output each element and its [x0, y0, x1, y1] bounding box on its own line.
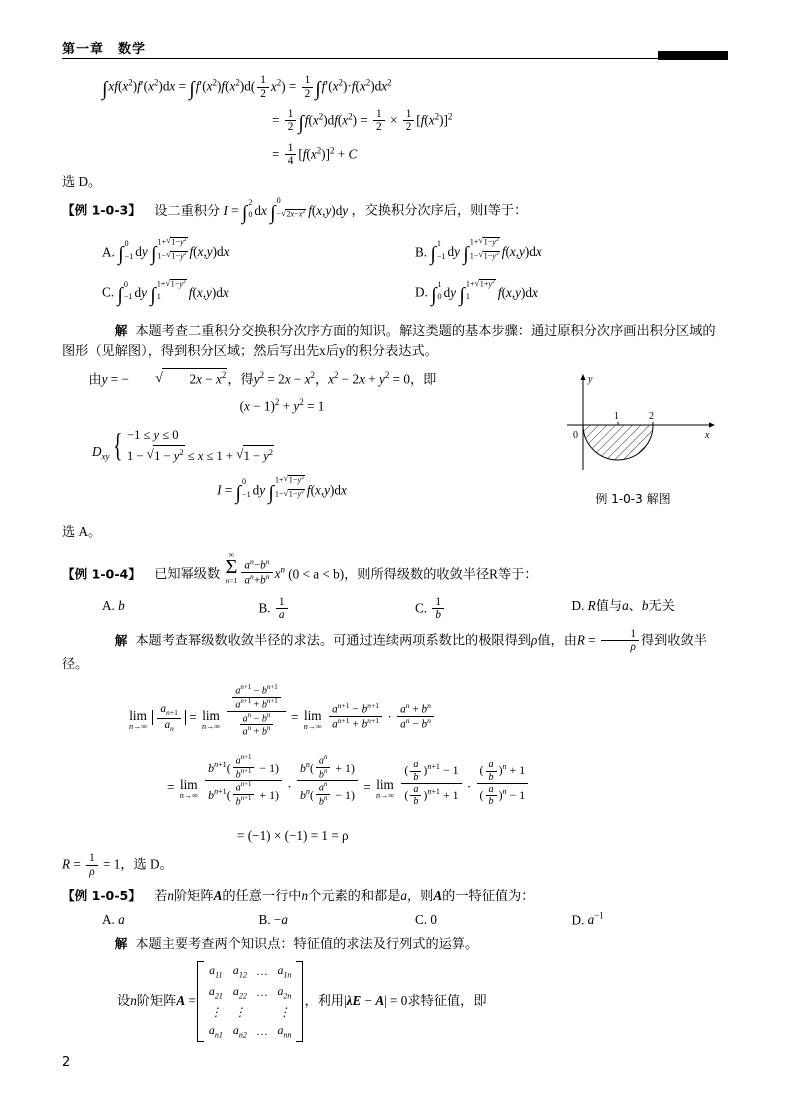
option-a-math: ∫ 0 −1 dy ∫ 1+ √ $1-y^2$ 1− √ $1-y^2$ f(x,y)dx — [118, 244, 229, 259]
example-1-0-3-derivation — [62, 368, 502, 509]
option-5-d-key: D. — [571, 912, 585, 928]
example-1-0-3-stem-post: ，交换积分次序后，则I等于： — [351, 202, 528, 218]
option-5-b-val: −a — [273, 911, 288, 927]
option-5-b-key: B. — [258, 911, 271, 927]
matrix-cell: $a_{2n}$ — [277, 983, 292, 1001]
example-1-0-5-label: 【例 1-0-5】 — [62, 888, 141, 904]
option-d — [415, 280, 728, 311]
option-5-a — [102, 910, 259, 931]
page-content — [62, 70, 728, 1044]
svg-text:1: 1 — [614, 411, 619, 422]
matrix-definition — [62, 961, 728, 1042]
option-b — [415, 236, 728, 270]
matrix-cell: … — [256, 1024, 268, 1039]
matrix-row — [204, 1021, 297, 1042]
option-c-key: C. — [102, 284, 115, 300]
option-5-d — [572, 910, 729, 931]
example-1-0-4-stem-post: (0 < a < b)，则所得级数的收敛半径R等于： — [288, 566, 538, 582]
option-4-a-key: A. — [102, 597, 115, 613]
figure-caption: 例 1-0-3 解图 — [595, 492, 671, 507]
radius-result: R = $\frac{1}{\rho}$ = 1，选 D。 — [62, 852, 173, 878]
option-4-a-val: b — [118, 597, 125, 613]
option-4-b — [259, 596, 416, 622]
svg-text:x: x — [705, 430, 710, 441]
option-4-b-val: $\frac{1}{a}$ — [276, 596, 288, 622]
option-a-key: A. — [102, 244, 115, 260]
equation-block-1 — [62, 74, 728, 168]
svg-text:2: 2 — [649, 411, 654, 422]
option-4-d-key: D. — [571, 597, 585, 613]
matrix-bracket-right — [296, 961, 303, 1042]
option-4-a — [102, 596, 259, 622]
limit-line-1: lim n→∞ $\frac{a_{n+1}}{a_n}$ = lim n→∞ $\frac{\frac{a^{n+1} - b^{n+1}}{a^{n+1} + b^{n+1}}}{\frac{a^n - b^n}{a^n + b^n}}$ = lim n→∞ $\frac{a^{n+1} - b^{n+1}}{a^{n+1} + b^{n+1}}$ · $\frac{a^n + b^n}{a^n - b^n}$ — [127, 684, 728, 738]
matrix-cell: $a_{21}$ — [208, 983, 223, 1001]
solution-label-3: 解 — [114, 936, 128, 952]
option-d-math: ∫ 1 0 dy ∫ 1+ √ $1+y^2$ 1 f(x,y)dx — [431, 285, 538, 300]
matrix-cell — [252, 1003, 273, 1021]
domain-definition: $D_{xy}$ { −1 ≤ y ≤ 0 1 − √ $1 - y^2 \le x \le 1$ + √ $1 - y^2$ — [62, 426, 502, 465]
matrix-cell: … — [256, 964, 268, 979]
chapter-title: 第一章 数学 — [62, 42, 147, 57]
example-1-0-4-label: 【例 1-0-4】 — [62, 566, 141, 582]
matrix-cell: ⋮ — [278, 1004, 291, 1019]
option-4-d — [572, 596, 729, 622]
option-5-c — [415, 910, 572, 931]
example-1-0-4-series: ∞ Σ n=1 $\frac{a^n-b^n}{a^n+b^n}$ $x^n$ — [225, 549, 285, 588]
option-4-c — [415, 596, 572, 622]
example-1-0-3-options-row-2 — [62, 280, 728, 311]
header-rule — [62, 58, 728, 59]
option-c — [102, 280, 415, 311]
solution-text-1: 本题考查二重积分交换积分次序方面的知识。解这类题的基本步骤：通过原积分次序画出积分区域的图形（见解图），得到积分区域；然后写出先x后y的积分表达式。 — [62, 322, 716, 359]
matrix-cell: … — [256, 985, 268, 1000]
figure-1-0-3 — [538, 370, 728, 509]
option-b-key: B. — [415, 244, 428, 260]
matrix-row — [204, 961, 297, 982]
matrix-cell: $a_{11}$ — [209, 962, 223, 980]
option-4-d-val: R值与a、b无关 — [587, 597, 675, 613]
example-1-0-3-stem — [62, 198, 728, 229]
matrix-cell: ⋮ — [209, 1004, 222, 1019]
example-1-0-3-integral: I = ∫ 2 0 dx ∫ 0 − √ $2x-x^2$ f(x,y)dy — [223, 203, 351, 218]
matrix-cell: $a_{22}$ — [232, 983, 247, 1001]
example-1-0-4-solution: 解 本题考查幂级数收敛半径的求法。可通过连续两项系数比的极限得到ρ值，由R = $\frac{1}{\rho}$ 得到收敛半径。 — [62, 627, 707, 671]
option-4-c-val: $\frac{1}{b}$ — [432, 596, 444, 622]
example-1-0-5-solution — [62, 934, 728, 954]
option-d-key: D. — [415, 284, 428, 300]
option-5-c-key: C. — [415, 911, 428, 927]
header-tab-marker — [658, 51, 728, 60]
option-4-c-key: C. — [415, 600, 428, 616]
example-1-0-3-solution — [62, 321, 728, 362]
derivation-result: I = ∫ 0 −1 dy ∫ 1+ √ $1-y^2$ 1− √ $1-y^2$ f(x,y)dx — [62, 477, 502, 508]
derivation-circle-eq: $(x - 1)^2 + y^2 = 1$ — [239, 396, 325, 413]
option-b-math: ∫ 1 −1 dy ∫ 1+ √ $1-y^2$ 1− √ $1-y^2$ f(x,y)dx — [430, 244, 541, 259]
example-1-0-4-stem — [62, 551, 728, 588]
option-c-math: ∫ 0 −1 dy ∫ 1+ √ $1-y^2$ 1 f(x,y)dx — [117, 285, 228, 300]
option-5-d-val: $a^{-1}$ — [587, 910, 604, 928]
example-1-0-5-stem — [62, 886, 728, 906]
equation-line-2: = $\frac{1}{2}$ $\int f(x^2)df(x^2)$ = $\frac{1}{2}$ × $\frac{1}{2}$ $[f(x^2)]^2$ — [272, 107, 453, 134]
example-1-0-4-options — [62, 596, 728, 622]
matrix-after: ，利用|λE − A| = 0求特征值，即 — [304, 993, 487, 1009]
option-5-a-key: A. — [102, 911, 115, 927]
option-5-b — [259, 910, 416, 931]
svg-text:0: 0 — [573, 430, 578, 441]
matrix-bracket-left — [197, 961, 204, 1042]
solution-label-1: 解 — [114, 322, 128, 338]
matrix-row — [204, 982, 297, 1003]
svg-text:y: y — [588, 374, 593, 385]
figure-svg — [543, 370, 723, 480]
matrix-cell: $a_{n2}$ — [232, 1023, 247, 1040]
solution-label-2: 解 — [114, 632, 128, 648]
limit-line-2: = lim n→∞ $b^{n+1}$( $\frac{a^{n+1}}{b^{n+1}}$ − 1) $b^{n+1}$( $\frac{a^{n+1}}{b^{n+1}}$ + 1) · $b^n$( $\frac{a^n}{b^n}$ + 1) $b^n$( $\frac{a^n}{b^n}$ − 1) = lim n→∞ ( $\frac{a}{b}$ )$^{n+1}$ − 1 ( $\frac{a}{b}$ )$^{n+1}$ + 1 · ( $\frac{a}{b}$ )$^n$ + 1 ( $\frac{a}{b}$ )$^n$ − 1 — [127, 754, 728, 808]
matrix-cell: $a_{1n}$ — [277, 962, 292, 980]
matrix-cell: $a_{n1}$ — [208, 1023, 223, 1040]
solution-text-3: 本题主要考查两个知识点：特征值的求法及行列式的运算。 — [135, 936, 479, 952]
example-1-0-3-label: 【例 1-0-3】 — [62, 202, 141, 218]
limit-derivation — [62, 684, 728, 846]
equation-line-1: $\int xf(x^2)f'(x^2)dx = \int f'(x^2)f(x^2)d$( $\frac{1}{2}$ $x^2$) = $\frac{1}{2}$ $\int f'(x^2)\cdot f(x^2)dx^2$ — [102, 74, 392, 101]
example-1-0-3-stem-pre: 设二重积分 — [154, 202, 221, 218]
matrix-cell: ⋮ — [233, 1004, 246, 1019]
choose-a: 选 A。 — [62, 524, 102, 540]
example-1-0-3-options-row-1 — [62, 236, 728, 270]
choose-d-1: 选 D。 — [62, 173, 102, 189]
option-5-a-val: a — [118, 911, 125, 927]
matrix-table — [204, 961, 297, 1042]
matrix-row — [204, 1003, 297, 1021]
example-1-0-5-stem-text: 若n阶矩阵A的任意一行中n个元素的和都是a，则A的一特征值为： — [154, 888, 535, 904]
option-4-b-key: B. — [258, 600, 271, 616]
example-1-0-5-options — [62, 910, 728, 931]
matrix-a — [197, 961, 304, 1042]
matrix-cell: $a_{nn}$ — [277, 1023, 292, 1040]
page-header — [62, 38, 728, 60]
matrix-cell: $a_{12}$ — [232, 962, 247, 980]
page-number: 2 — [62, 1055, 71, 1070]
option-5-c-val: 0 — [430, 911, 437, 927]
example-1-0-4-stem-pre: 已知幂级数 — [154, 566, 221, 582]
derivation-line-1: 由y = − √ $2x - x^2$，得$y^2 = 2x - x^2$，$x^2 - 2x + y^2 = 0$，即 — [62, 368, 502, 390]
matrix-intro: 设n阶矩阵A = — [117, 993, 196, 1009]
domain-symbol: $D_{xy}$ — [92, 443, 110, 462]
option-a — [102, 236, 415, 270]
equation-line-3: = $\frac{1}{4}$ $[f(x^2)]^2 + C$ — [272, 141, 358, 168]
limit-line-3: = (−1) × (−1) = 1 = ρ — [237, 827, 349, 843]
